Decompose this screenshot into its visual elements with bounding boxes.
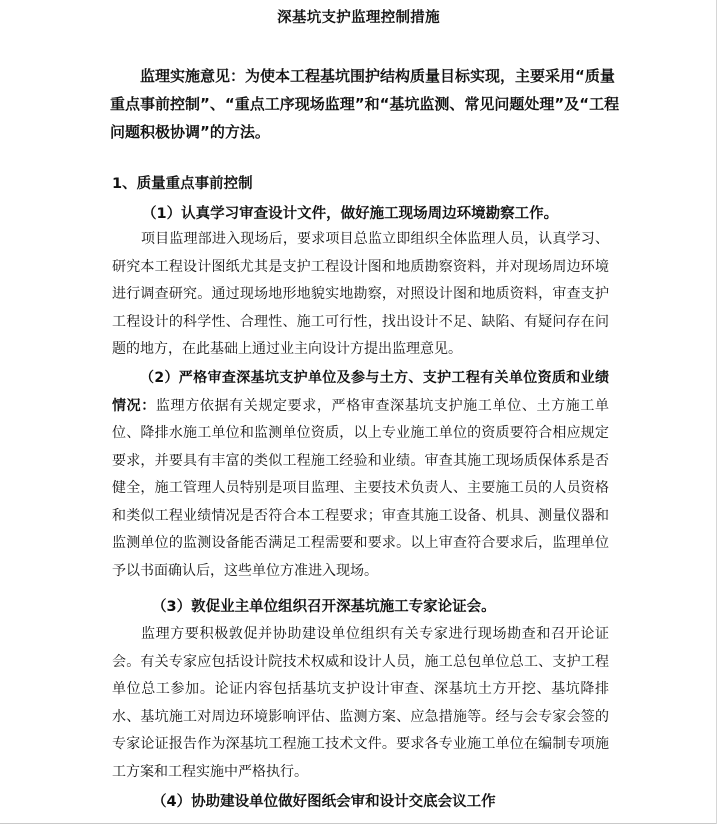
item-body-3: 监理方要积极敦促并协助建设单位组织有关专家进行现场勘查和召开论证会。有关专家应包括设计院技术权威和设计人员，施工总包单位总工、支护工程单位总工参加。论证内容包括基坑支护设计审查、深基坑土方开挖、基坑降排水、基坑施工对周边环境影响评估、监测方案、应急措施等。经与会专家会签的专家论证报告作为深基坑工程施工技术文件。要求各专业施工单位在编制专项施工方案和工程实施中严格执行。 [112, 626, 609, 780]
item-body-2: 监理方依据有关规定要求，严格审查深基坑支护施工单位、土方施工单位、降排水施工单位和监测单位资质，以上专业施工单位的资质要符合相应规定要求，并要具有丰富的类似工程施工经验和业绩。审查其施工现场质保体系是否健全，施工管理人员特别是项目监理、主要技术负责人、主要施工员的人员资格和类似工程业绩情况是否符合本工程要求；审查其施工设备、机具、测量仪器和监测单位的监测设备能否满足工程需要和要求。以上审查符合要求后，监理单位予以书面确认后，这些单位方准进入现场。 [112, 397, 610, 579]
item-body-1: 项目监理部进入现场后，要求项目总监立即组织全体监理人员，认真学习、研究本工程设计图纸尤其是支护工程设计图和地质勘察资料，并对现场周边环境进行调查研究。通过现场地形地貌实地勘察，对照设计图和地质资料，审查支护工程设计的科学性、合理性、施工可行性，找出设计不足、缺陷、有疑问存在问题的地方，在此基础上通过业主向设计方提出监理意见。 [112, 231, 609, 357]
item-heading-1: （1）认真学习审查设计文件，做好施工现场周边环境勘察工作。 [142, 206, 559, 222]
item-heading-3: （3）敦促业主单位组织召开深基坑施工专家论证会。 [152, 599, 496, 615]
section-heading-1: 1、质量重点事前控制 [112, 176, 253, 192]
item-heading-2: （2）严格审查深基坑支护单位及参与土方、支护工程有关单位资质和业绩情况： [112, 370, 609, 414]
document-title: 深基坑支护监理控制措施 [277, 10, 440, 26]
supervision-opinion-paragraph: 监理实施意见：为使本工程基坑围护结构质量目标实现，主要采用“质量重点事前控制”、“重点工序现场监理”和“基坑监测、常见问题处理”及“工程问题积极协调”的方法。 [110, 67, 620, 141]
item-heading-4: （4）协助建设单位做好图纸会审和设计交底会议工作 [152, 794, 496, 810]
item-paragraph-2 [112, 365, 609, 585]
